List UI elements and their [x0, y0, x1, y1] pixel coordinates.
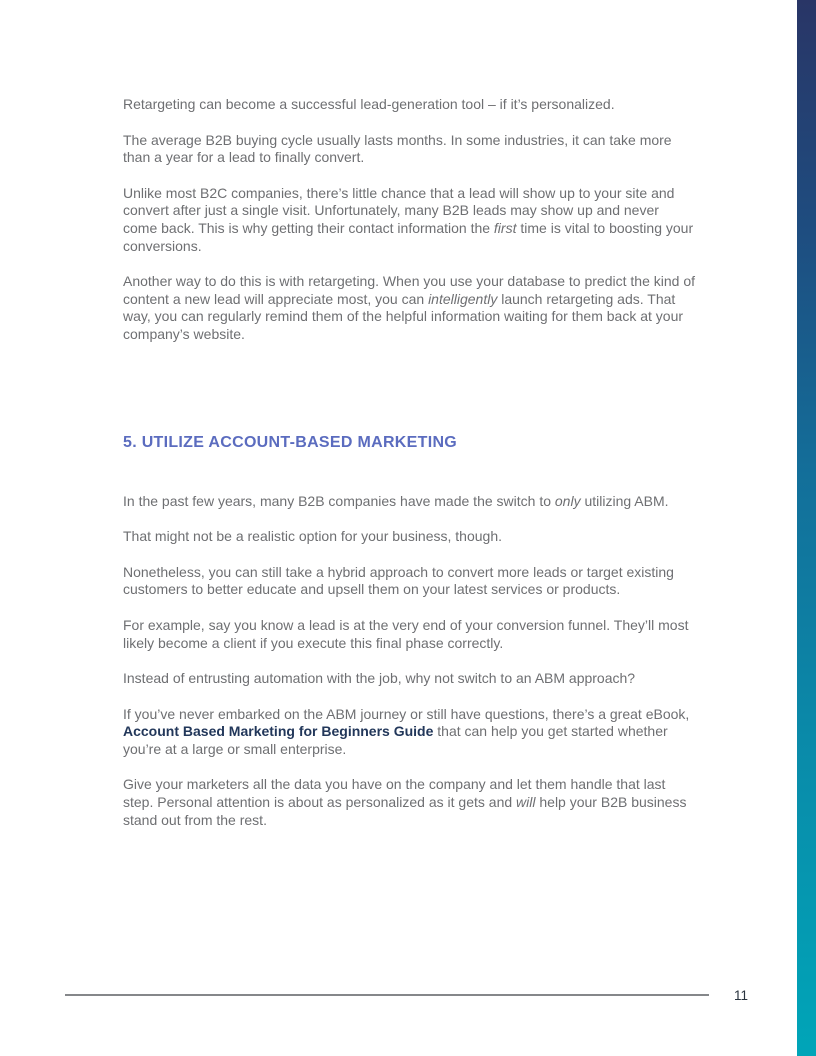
- text-segment: Instead of entrusting automation with the job, why not switch to an ABM approach?: [123, 670, 636, 687]
- text-segment: Unlike most B2C companies, there’s little chance that a lead will show up to your site and convert after just a single visit. Unfortunately, many B2B leads may show up and never come back. This is why getting their contact information the: [123, 184, 675, 236]
- text-segment-italic: first: [493, 219, 517, 236]
- text-segment: For example, say you know a lead is at the very end of your conversion funnel. They’ll most likely become a client if you execute this final phase correctly.: [123, 616, 689, 651]
- paragraph-hybrid-approach: [123, 564, 695, 599]
- paragraph-ebook: [123, 706, 695, 759]
- text-segment: If you’ve never embarked on the ABM journey or still have questions, there’s a great eBook,: [123, 705, 690, 722]
- paragraph-personal-attention: [123, 776, 695, 829]
- paragraph-conversion-funnel: [123, 617, 695, 652]
- text-segment: utilizing ABM.: [580, 492, 669, 509]
- paragraph-realistic-option: [123, 528, 695, 546]
- page-content: [123, 0, 695, 847]
- text-segment-italic: intelligently: [428, 290, 498, 307]
- ebook-link[interactable]: Account Based Marketing for Beginners Guide: [123, 723, 434, 740]
- text-segment: Nonetheless, you can still take a hybrid approach to convert more leads or target existing customers to better educate and upsell them on your latest services or products.: [123, 563, 674, 598]
- text-segment: launch retargeting ads. That way, you can regularly remind them of the helpful information waiting for them back at your company’s website.: [123, 290, 684, 342]
- text-segment: Retargeting can become a successful lead-generation tool – if it’s personalized.: [123, 96, 615, 112]
- text-segment: that can help you get started whether you’re at a large or small enterprise.: [123, 723, 668, 757]
- text-segment: help your B2B business stand out from the rest.: [123, 794, 687, 828]
- text-segment-italic: only: [554, 492, 581, 509]
- paragraph-b2c-comparison: [123, 185, 695, 255]
- text-segment: In the past few years, many B2B companies have made the switch to: [123, 492, 555, 509]
- page-number: 11: [733, 988, 748, 1003]
- text-segment: Another way to do this is with retargeting. When you use your database to predict the kind of content a new lead will appreciate most, you can: [123, 273, 695, 307]
- paragraph-buying-cycle: [123, 132, 695, 167]
- text-segment-italic: will: [516, 794, 536, 811]
- accent-gradient-bar: [797, 0, 816, 1056]
- text-segment: time is vital to boosting your conversions.: [123, 219, 694, 254]
- footer-divider: [65, 994, 709, 996]
- paragraph-retargeting-database: [123, 273, 695, 343]
- text-segment: The average B2B buying cycle usually lasts months. In some industries, it can take more than a year for a lead to finally convert.: [123, 131, 672, 166]
- section-heading: 5. UTILIZE ACCOUNT-BASED MARKETING: [123, 433, 458, 451]
- text-segment: That might not be a realistic option for your business, though.: [123, 528, 502, 545]
- paragraph-abm-switch: [123, 493, 695, 511]
- paragraph-abm-question: [123, 670, 695, 688]
- paragraph-retargeting-intro: [123, 96, 695, 114]
- text-segment: Give your marketers all the data you have on the company and let them handle that last step. Personal attention is about as personalized as it gets and: [123, 776, 666, 811]
